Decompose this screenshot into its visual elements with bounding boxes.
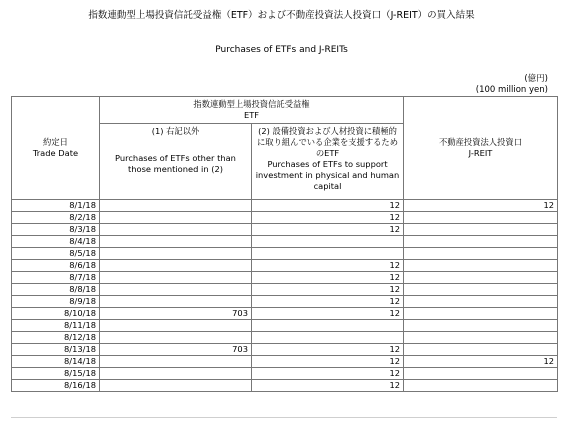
cell-trade-date: 8/6/18 xyxy=(12,260,100,272)
cell-trade-date: 8/16/18 xyxy=(12,380,100,392)
cell-trade-date: 8/7/18 xyxy=(12,272,100,284)
cell-jreit xyxy=(404,296,558,308)
table-row xyxy=(12,344,558,356)
cell-etf-other xyxy=(100,356,252,368)
header-etf-capital-jp: (2) 設備投資および人材投資に積極的に取り組んでいる企業を支援するためのETF xyxy=(256,126,399,158)
table-row xyxy=(12,212,558,224)
header-trade-date-jp: 約定日 xyxy=(43,137,68,147)
cell-trade-date: 8/12/18 xyxy=(12,332,100,344)
cell-jreit xyxy=(404,320,558,332)
table-row xyxy=(12,236,558,248)
table-row xyxy=(12,248,558,260)
table-row xyxy=(12,308,558,320)
cell-trade-date: 8/11/18 xyxy=(12,320,100,332)
cell-jreit: 12 xyxy=(404,200,558,212)
cell-etf-capital: 12 xyxy=(252,344,404,356)
cell-jreit xyxy=(404,380,558,392)
cell-jreit xyxy=(404,272,558,284)
cell-etf-capital: 12 xyxy=(252,296,404,308)
page-title-en: Purchases of ETFs and J-REITs xyxy=(215,45,348,55)
unit-label-en: (100 million yen) xyxy=(475,85,548,95)
cell-jreit xyxy=(404,224,558,236)
cell-etf-other xyxy=(100,332,252,344)
cell-jreit xyxy=(404,248,558,260)
cell-jreit xyxy=(404,284,558,296)
bottom-fade xyxy=(11,405,557,437)
cell-etf-capital: 12 xyxy=(252,308,404,320)
cell-etf-other xyxy=(100,212,252,224)
cell-etf-other xyxy=(100,380,252,392)
cell-etf-capital: 12 xyxy=(252,380,404,392)
table-row xyxy=(12,320,558,332)
header-etf-group xyxy=(100,97,404,124)
table-row xyxy=(12,380,558,392)
cell-etf-other xyxy=(100,320,252,332)
cell-etf-capital: 12 xyxy=(252,272,404,284)
cell-etf-capital: 12 xyxy=(252,356,404,368)
cell-jreit: 12 xyxy=(404,356,558,368)
cell-etf-capital: 12 xyxy=(252,260,404,272)
cell-jreit xyxy=(404,344,558,356)
cell-jreit xyxy=(404,236,558,248)
cell-trade-date: 8/14/18 xyxy=(12,356,100,368)
table-row xyxy=(12,224,558,236)
cell-jreit xyxy=(404,368,558,380)
cell-etf-capital xyxy=(252,236,404,248)
header-trade-date-en: Trade Date xyxy=(32,148,79,158)
cell-etf-capital: 12 xyxy=(252,368,404,380)
header-jreit-jp: 不動産投資法人投資口 xyxy=(439,137,522,147)
header-etf-group-jp: 指数連動型上場投資信託受益権 xyxy=(193,99,310,109)
cell-etf-other xyxy=(100,296,252,308)
table-row xyxy=(12,368,558,380)
cell-etf-other xyxy=(100,368,252,380)
header-etf-capital-en: Purchases of ETFs to support investment in physical and human capital xyxy=(255,159,400,191)
table-row xyxy=(12,296,558,308)
cell-etf-other xyxy=(100,272,252,284)
table-row xyxy=(12,200,558,212)
cell-jreit xyxy=(404,212,558,224)
cell-etf-other xyxy=(100,248,252,260)
cell-etf-other: 703 xyxy=(100,344,252,356)
cell-jreit xyxy=(404,308,558,320)
cell-etf-capital xyxy=(252,320,404,332)
cell-jreit xyxy=(404,260,558,272)
cell-etf-other xyxy=(100,236,252,248)
cell-trade-date: 8/15/18 xyxy=(12,368,100,380)
header-jreit-en: J-REIT xyxy=(468,148,493,158)
header-jreit xyxy=(404,97,558,200)
table-row xyxy=(12,356,558,368)
cell-trade-date: 8/2/18 xyxy=(12,212,100,224)
table-row xyxy=(12,332,558,344)
cell-etf-other: 703 xyxy=(100,308,252,320)
header-etf-other-en: Purchases of ETFs other than those mentioned in (2) xyxy=(115,153,236,174)
header-etf-other xyxy=(100,124,252,200)
cell-trade-date: 8/5/18 xyxy=(12,248,100,260)
cell-etf-other xyxy=(100,284,252,296)
cell-trade-date: 8/4/18 xyxy=(12,236,100,248)
header-etf-group-en: ETF xyxy=(243,110,260,120)
cell-trade-date: 8/3/18 xyxy=(12,224,100,236)
cell-trade-date: 8/1/18 xyxy=(12,200,100,212)
cell-etf-capital: 12 xyxy=(252,224,404,236)
unit-label-jp: (億円) xyxy=(524,74,548,84)
cell-trade-date: 8/13/18 xyxy=(12,344,100,356)
cell-etf-other xyxy=(100,260,252,272)
header-trade-date xyxy=(12,97,100,200)
scroll-edge-divider xyxy=(11,417,557,418)
purchases-table xyxy=(11,96,558,392)
cell-etf-other xyxy=(100,224,252,236)
header-etf-capital xyxy=(252,124,404,200)
header-etf-other-jp: (1) 右記以外 xyxy=(151,126,200,136)
cell-etf-capital xyxy=(252,332,404,344)
cell-etf-capital: 12 xyxy=(252,284,404,296)
table-row xyxy=(12,272,558,284)
cell-jreit xyxy=(404,332,558,344)
cell-trade-date: 8/8/18 xyxy=(12,284,100,296)
cell-trade-date: 8/10/18 xyxy=(12,308,100,320)
table-row xyxy=(12,260,558,272)
cell-etf-other xyxy=(100,200,252,212)
cell-etf-capital: 12 xyxy=(252,212,404,224)
cell-etf-capital: 12 xyxy=(252,200,404,212)
cell-trade-date: 8/9/18 xyxy=(12,296,100,308)
page-title-jp: 指数連動型上場投資信託受益権（ETF）および不動産投資法人投資口（J-REIT）の買入結果 xyxy=(88,10,475,21)
table-row xyxy=(12,284,558,296)
cell-etf-capital xyxy=(252,248,404,260)
